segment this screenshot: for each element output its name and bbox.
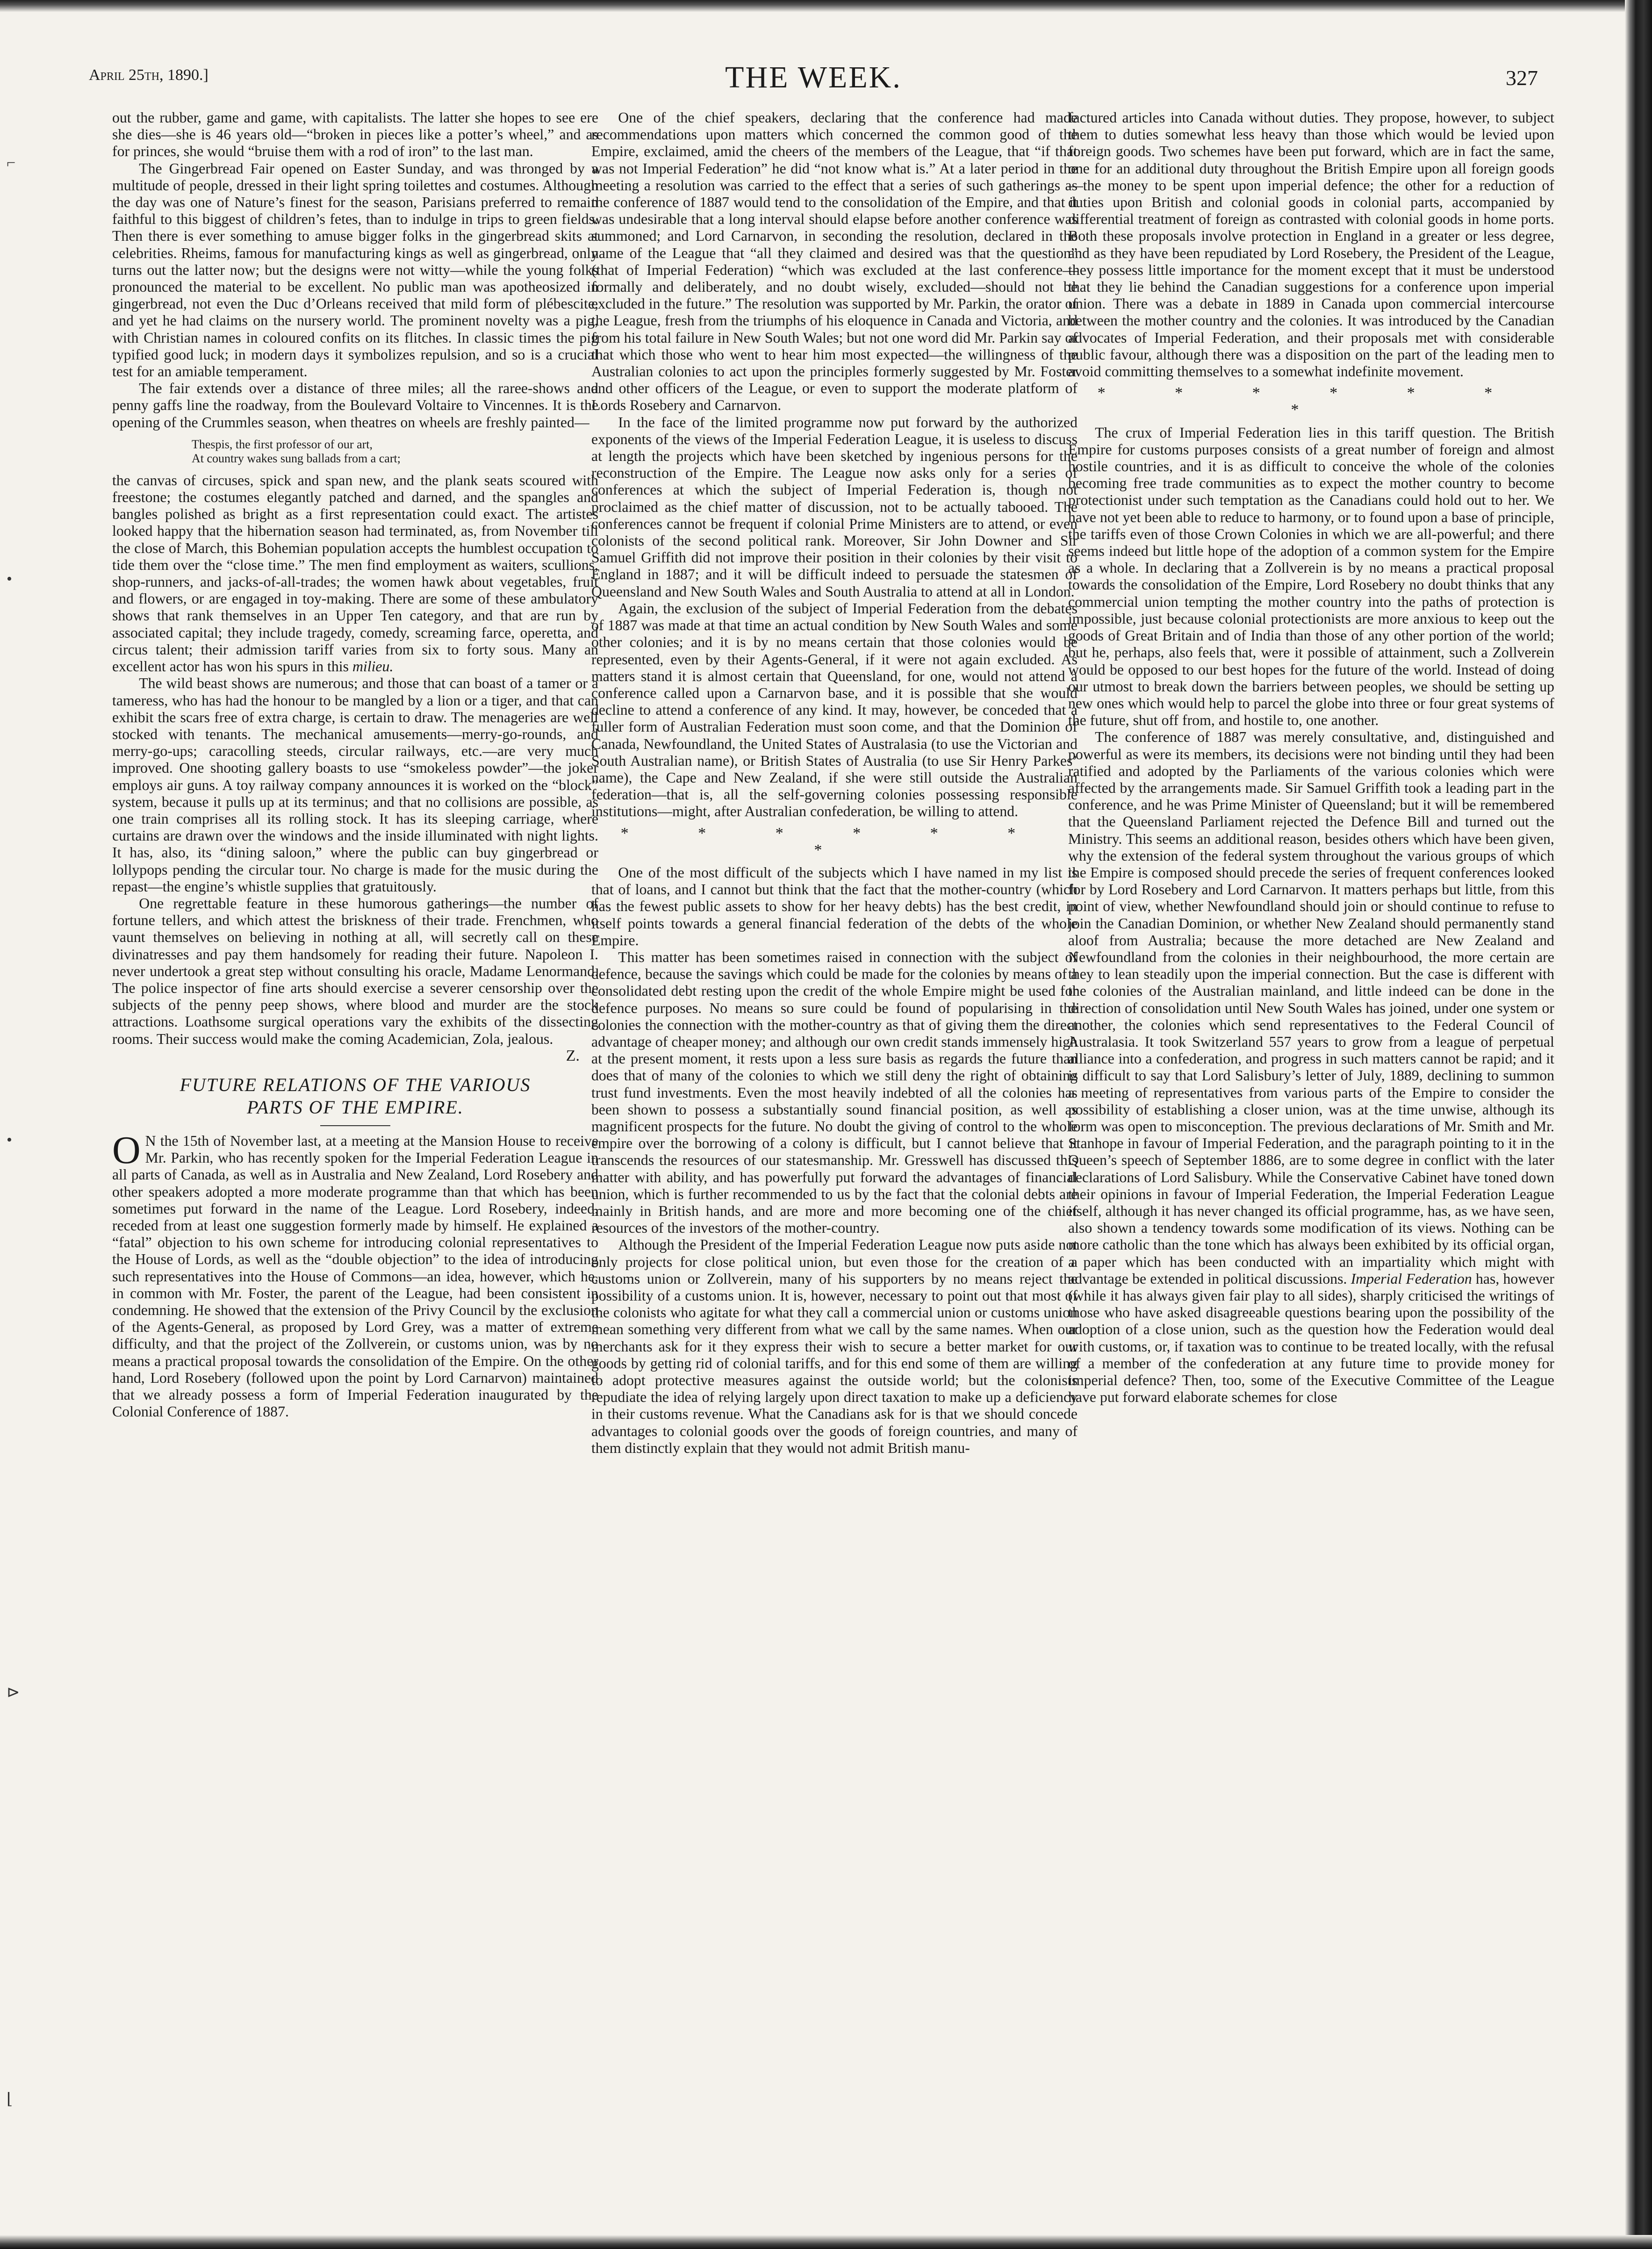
- margin-bracket-mark: ⌐: [7, 154, 16, 172]
- paragraph: This matter has been sometimes raised in connection with the subject of defence, because the savings which could be made for the colonies by means of a consolidated debt resting upon the credit of the whole Empire might be used for defence purposes. No means so sure could be found of popularising in the colonies the connection with the mother-country as that of giving them the direct advantage of cheaper money; and although our own credit stands immensely high at the present moment, it rests upon a less sure basis as regards the future than does that of many of the colonies to which we still deny the right of obtaining trust fund investments. Even the most heavily indebted of all the colonies has been shown to possess a substantially sound financial position, as well as magnificent prospects for the future. No doubt the giving of control to the whole empire over the borrowing of a colony is difficult, but I cannot believe that it transcends the resources of our statesmanship. Mr. Gresswell has discussed this matter with ability, and has powerfully put forward the advantages of financial union, which is further recommended to us by the fact that the colonial debts are mainly in British hands, and are more and more becoming one of the chief resources of the investors of the mother-country.: [591, 948, 1077, 1236]
- newspaper-title: THE WEEK.: [725, 60, 902, 94]
- paragraph: One regrettable feature in these humorous gatherings—the number of fortune tellers, and which attest the briskness of their trade. Frenchmen, who vaunt themselves on believing in nothing at all, will secretly call on these divinatresses and pay them handsomely for reading their future. Napoleon I. never undertook a great step without consulting his oracle, Madame Lenormand. The police inspector of fine arts should exercise a severer censorship over the subjects of the penny peep shows, where blood and murder are the stock attractions. Loathsome surgical operations vary the exhibits of the dissecting rooms. Their success would make the coming Academician, Zola, jealous.: [112, 895, 598, 1047]
- drop-cap: O: [112, 1128, 141, 1172]
- italic-title: Imperial Federation: [1350, 1270, 1472, 1287]
- paragraph-text: N the 15th of November last, at a meeting at the Mansion House to receive Mr. Parkin, who has recently spoken for the Imperial Federation League in all parts of Canada, as well as in Australia and New Zealand, Lord Rosebery and other speakers adopted a more moderate programme than that which has been sometimes put forward in the name of the League. Lord Rosebery, indeed, receded from at least one suggestion formerly made by himself. He explained a “fatal” objection to his own scheme for introducing colonial representatives to the House of Lords, as well as the “double objection” to the idea of introducing such representatives into the House of Commons—an idea, however, which he, in common with Mr. Foster, the parent of the League, had been consistent in condemning. He showed that the extension of the Privy Council by the exclusion of the Agents-General, as proposed by Lord Grey, was a matter of extreme difficulty, and that the project of the Zollverein, or customs union, was by no means a practical proposal towards the consolidation of the Empire. On the other hand, Lord Rosebery (followed upon the point by Lord Carnarvon) maintained that we already possess a form of Imperial Federation inaugurated by the Colonial Conference of 1887.: [112, 1132, 598, 1420]
- paragraph-text: the canvas of circuses, spick and span new, and the plank seats scoured with freestone; the costumes elegantly patched and darned, and the spangles and bangles polished as bright as a first representation could exact. The artistes looked happy that the hibernation season had terminated, as, from November till the close of March, this Bohemian population accepts the humblest occupation to tide them over the “close time.” The men find employment as waiters, scullions, shop-runners, and jacks-of-all-trades; the women hawk about vegetables, fruit and flowers, or are engaged in toy-making. There are some of these ambulatory shows that rank themselves in an Upper Ten category, and that are run by associated capital; they include tragedy, comedy, screaming farce, operetta, and circus talent; their admission tariff varies from six to forty sous. Many an excellent actor has won his spurs in this: [112, 472, 598, 675]
- paragraph: The fair extends over a distance of three miles; all the raree-shows and penny gaffs line the roadway, from the Boulevard Voltaire to Vincennes. It is the opening of the Crummles season, when theatres on wheels are freshly painted—: [112, 380, 598, 431]
- paragraph: One of the chief speakers, declaring that the conference had made recommendations upon matters which concerned the common good of the Empire, exclaimed, amid the cheers of the members of the League, that “if that was not Imperial Federation” he did “not know what is.” At a later period in the meeting a resolution was carried to the effect that a series of such gatherings as the conference of 1887 would tend to the consolidation of the Empire, and that it was undesirable that a long interval should elapse before another conference was summoned; and Lord Carnarvon, in seconding the resolution, declared in the name of the League that “all they claimed and desired was that the question” (that of Imperial Federation) “which was excluded at the last conference—formally and deliberately, and no doubt wisely, excluded—should not be excluded in the future.” The resolution was supported by Mr. Parkin, the orator of the League, fresh from the triumphs of his eloquence in Canada and Victoria, and from his total failure in New South Wales; but not one word did Mr. Parkin say of that which those who went to hear him most expected—the willingness of the Australian colonies to act upon the principles formerly suggested by Mr. Foster and other officers of the League, or even to support the moderate platform of Lords Rosebery and Carnarvon.: [591, 109, 1077, 414]
- paragraph: Again, the exclusion of the subject of Imperial Federation from the debates of 1887 was made at that time an actual condition by New South Wales and some other colonies; and it is by no means certain that those colonies would be represented, even by their Agents-General, if it were not again excluded. As matters stand it is almost certain that Queensland, for one, would not attend a conference called upon a Carnarvon base, and it is possible that she would decline to attend a conference of any kind. It may, however, be conceded that a fuller form of Australian Federation must soon come, and that the Dominion of Canada, Newfoundland, the United States of Australasia (to use the Victorian and South Australian name), or British States of Australia (to use Sir Henry Parkes’ name), the Cape and New Zealand, if she were still outside the Australian federation—that is, all the self-governing colonies possessing responsible institutions—might, after Australian confederation, be willing to attend.: [591, 600, 1077, 820]
- paragraph: [112, 1128, 598, 1420]
- verse-quote: [192, 438, 598, 466]
- paragraph: [112, 472, 598, 675]
- column-1: [112, 109, 598, 2222]
- margin-bracket-mark: ⌊: [7, 2091, 13, 2108]
- paragraph: Although the President of the Imperial Federation League now puts aside not only projects for close political union, but even those for the creation of a customs union or Zollverein, many of his supporters by no means reject the possibility of a customs union. It is, however, necessary to point out that most of the colonists who agitate for what they call a commercial union or customs union mean something very different from what we call by the same names. When our merchants ask for it they express their wish to secure a better market for our goods by getting rid of colonial tariffs, and for this end some of them are willing to adopt protective measures against the outside world; but the colonists repudiate the idea of relying largely upon direct taxation to make up a deficiency in their customs revenue. What the Canadians ask for is that we should concede advantages to colonial goods over the goods of foreign countries, and many of them distinctly explain that they would not admit British manu-: [591, 1236, 1077, 1456]
- paragraph: The Gingerbread Fair opened on Easter Sunday, and was thronged by a multitude of people, dressed in their light spring toilettes and costumes. Although the day was one of Nature’s finest for the season, Parisians preferred to remain faithful to this biggest of children’s fetes, than to indulge in trips to green fields. Then there is ever something to amuse bigger folks in the gingerbread skits at celebrities. Rheims, famous for manufacturing kings as well as gingerbread, only turns out the latter now; but the designs were not witty—while the young folks pronounced the material to be excellent. No public man was apotheosized in gingerbread, not even the Duc d’Orleans received that mild form of plébescite, and yet he had claims on the nursery world. The prominent novelty was a pig, with Christian names in coloured confits on its flitches. In classic times the pig typified good luck; in modern days it symbolizes repulsion, and so is a crucial test for an amiable temperament.: [112, 160, 598, 380]
- italic-word: milieu.: [352, 658, 394, 675]
- paragraph: In the face of the limited programme now put forward by the authorized exponents of the views of the Imperial Federation League, it is useless to discuss at length the projects which have been sketched by ingenious persons for the reconstruction of the Empire. The League now asks only for a series of conferences at which the subject of Imperial Federation is, though not proclaimed as the chief matter of discussion, not to be actually tabooed. The conferences cannot be frequent if colonial Prime Ministers are to attend, or even colonists of the second political rank. Moreover, Sir John Downer and Sir Samuel Griffith did not improve their position in their colonies by their visit to England in 1887; and it will be difficult indeed to persuade the statesmen of Queensland and New South Wales and South Australia to attend at all in London.: [591, 414, 1077, 600]
- section-break-stars: * * * * * * *: [1097, 384, 1525, 419]
- page-number: 327: [1506, 66, 1538, 90]
- verse-line: At country wakes sung ballads from a cart;: [192, 451, 401, 465]
- paragraph-text: has, however (while it has always given fair play to all sides), sharply criticised the writings of those who have asked disagreeable questions bearing upon the possibility of the adoption of a close union, such as the question how the Federation would deal with customs, or, if taxation was to continue to be treated locally, with the refusal of a member of the confederation at any future time to provide money for imperial defence? Then, too, some of the Executive Committee of the League have put forward elaborate schemes for close: [1068, 1270, 1554, 1406]
- section-break-stars: * * * * * * *: [620, 824, 1049, 859]
- article-title-line: PARTS OF THE EMPIRE.: [247, 1096, 464, 1118]
- article-title-line: FUTURE RELATIONS OF THE VARIOUS: [180, 1074, 531, 1095]
- verse-line: Thespis, the first professor of our art,: [192, 437, 373, 451]
- issue-date: April 25th, 1890.]: [89, 66, 208, 84]
- article-title: [112, 1074, 598, 1119]
- author-signature: Z.: [566, 1047, 580, 1064]
- paragraph: out the rubber, game and game, with capitalists. The latter she hopes to see ere she dies—she is 46 years old—“broken in pieces like a potter’s wheel,” and as for princes, she would “bruise them with a rod of iron” to the last man.: [112, 109, 598, 160]
- paragraph: [1068, 729, 1554, 1406]
- column-2: [591, 109, 1077, 2222]
- title-rule: [320, 1125, 390, 1126]
- paragraph: factured articles into Canada without duties. They propose, however, to subject them to duties somewhat less heavy than those which would be levied upon foreign goods. Two schemes have been put forward, which are in fact the same, one for an additional duty throughout the British Empire upon all foreign goods—the money to be spent upon imperial defence; the other for a reduction of duties upon British and colonial goods in colonial parts, accompanied by differential treatment of foreign as contrasted with colonial goods in home ports. Both these proposals involve protection in England in a greater or less degree, and as they have been repudiated by Lord Rosebery, the President of the League, they possess little importance for the moment except that it must be understood that they lie behind the Canadian suggestions for a conference upon imperial union. There was a debate in 1889 in Canada upon commercial intercourse between the mother country and the colonies. It was introduced by the Canadian advocates of Imperial Federation, and their proposals met with considerable public favour, although there was a disposition on the part of the leading men to avoid committing themselves to a somewhat indefinite movement.: [1068, 109, 1554, 380]
- margin-mark: ⊳: [7, 1684, 20, 1701]
- margin-dot-mark: •: [7, 1131, 12, 1149]
- scan-edge-top: [0, 0, 1652, 12]
- masthead: [89, 60, 1538, 103]
- binding-spine: [1625, 0, 1652, 2249]
- paragraph: The crux of Imperial Federation lies in this tariff question. The British Empire for customs purposes consists of a great number of foreign and almost hostile countries, and it is as difficult to conceive the whole of the colonies becoming free trade communities as to expect the mother country to become protectionist under such temptation as the Canadians could hold out to her. We have not yet been able to reduce to harmony, or to found upon a base of principle, the tariffs even of those Crown Colonies in which we are all-powerful; and there seems indeed but little hope of the adoption of a common system for the Empire as a whole. In declaring that a Zollverein is by no means a practical proposal towards the consolidation of the Empire, Lord Rosebery no doubt thinks that any commercial union tempting the mother country into the paths of protection is impossible, just because colonial protectionists are more anxious to keep out the goods of Great Britain and of India than those of any other portion of the world; but he, perhaps, also feels that, were it possible of attainment, such a Zollverein would be opposed to our best hopes for the future of the world. Instead of doing our utmost to break down the barriers between peoples, we should be setting up new ones which would help to parcel the globe into three or four great systems of the future, shut off from, and hostile to, one another.: [1068, 424, 1554, 729]
- margin-dot-mark: •: [7, 570, 12, 588]
- paragraph: The wild beast shows are numerous; and those that can boast of a tamer or a tameress, who has had the honour to be mangled by a lion or a tiger, and that can exhibit the scars free of extra charge, is certain to draw. The menageries are well stocked with tenants. The mechanical amusements—merry-go-rounds, and merry-go-ups; caracolling steeds, circular railways, etc.—are very much improved. One shooting gallery boasts to use “smokeless powder”—the joker employs air guns. A toy railway company announces it is worked on the “block” system, because it pulls up at its terminus; and that no collisions are possible, as one train comprises all its rolling stock. It has its sleeping carriage, where curtains are drawn over the windows and the inside illuminated with night lights. It has, also, its “dining saloon,” where the public can buy gingerbread or lollypops pending the circular tour. No charge is made for the music during the repast—the engine’s whistle supplies that gratuitously.: [112, 675, 598, 895]
- scan-edge-bottom: [0, 2235, 1652, 2249]
- paragraph: One of the most difficult of the subjects which I have named in my list is that of loans, and I cannot but think that the fact that the mother-country (which has the fewest public assets to show for her heavy debts) has the best credit, in itself points towards a general financial federation of the debts of the whole Empire.: [591, 864, 1077, 948]
- paragraph-text: The conference of 1887 was merely consultative, and, distinguished and powerful as were its members, its decisions were not binding until they had been ratified and adopted by the Parliaments of the various colonies which were affected by the arrangements made. Sir Samuel Griffith took a leading part in the conference, and he was Prime Minister of Queensland; but it will be remembered that the Queensland Parliament rejected the Defence Bill and turned out the Ministry. This seems an additional reason, besides others which have been given, why the extension of the federal system throughout the various groups of which the Empire is composed should precede the series of frequent conferences looked for by Lord Rosebery and Lord Carnarvon. It matters perhaps but little, from this point of view, whether Newfoundland should join or should continue to refuse to join the Canadian Dominion, or whether New Zealand should permanently stand aloof from Australia; because the more detached are New Zealand and Newfoundland from the colonies in their neighbourhood, the more certain are they to lean steadily upon the imperial connection. But the case is different with the colonies of the Australian mainland, and little indeed can be done in the direction of consolidation until New South Wales has joined, under one system or another, the colonies which send representatives to the Federal Council of Australasia. It took Switzerland 557 years to grow from a league of perpetual alliance into a confederation, and progress in such matters cannot be rapid; and it is difficult to say that Lord Salisbury’s letter of July, 1889, declining to summon a meeting of representatives from various parts of the Empire to consider the possibility of establishing a closer union, was at the time unwise, although its form was open to misconception. The previous declarations of Mr. Smith and Mr. Stanhope in favour of Imperial Federation, and the paragraph pointing to it in the Queen’s speech of September 1886, are to some degree in conflict with the later declarations of Lord Salisbury. While the Conservative Cabinet have toned down their opinions in favour of Imperial Federation, the Imperial Federation League itself, although it has never changed its official programme, has, as we have seen, also shown a tendency towards some modification of its views. Nothing can be more catholic than the tone which has always been exhibited by its official organ, a paper which has been conducted with an impartiality which might with advantage be extended in political discussions.: [1068, 729, 1554, 1287]
- column-3: [1068, 109, 1554, 2222]
